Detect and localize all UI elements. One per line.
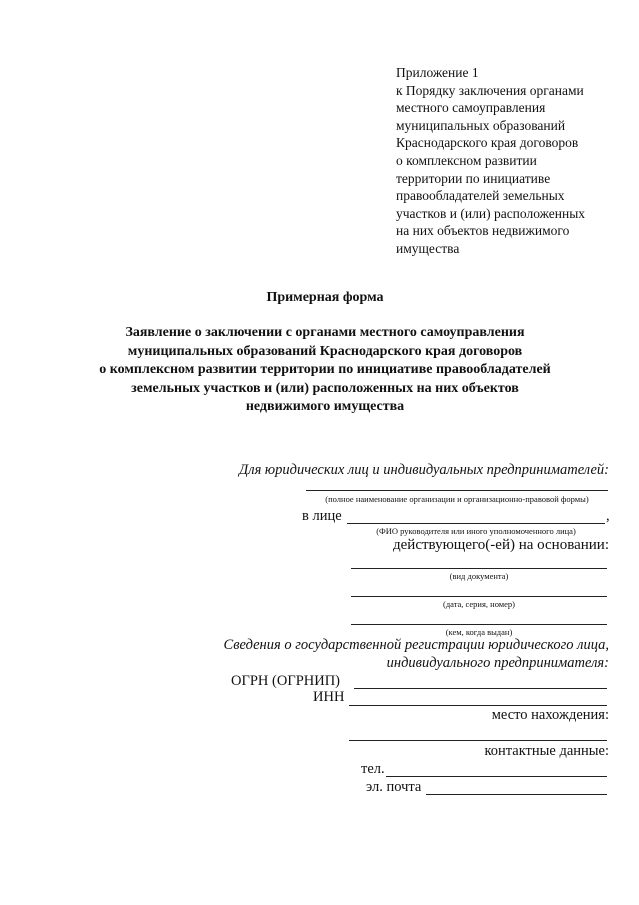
- appendix-header: [396, 64, 626, 258]
- location-label: место нахождения:: [491, 707, 609, 723]
- title-line: муниципальных образований Краснодарского края договоров: [127, 343, 523, 359]
- title-line: недвижимого имущества: [245, 399, 405, 415]
- representative-caption: (ФИО руководителя или иного уполномоченного лица): [376, 526, 576, 536]
- represented-by-label: в лице: [302, 508, 342, 524]
- phone-label: тел.: [361, 761, 385, 777]
- appendix-line: на них объектов недвижимого: [396, 223, 570, 239]
- issued-by-caption: (кем, когда выдан): [445, 627, 513, 637]
- document-title: [40, 324, 610, 417]
- appendix-line: правообладателей земельных: [396, 188, 565, 204]
- legal-entities-heading: Для юридических лиц и индивидуальных предпринимателей:: [239, 462, 609, 478]
- appendix-line: к Порядку заключения органами: [396, 82, 584, 98]
- doc-type-field[interactable]: [351, 568, 607, 569]
- doc-date-caption: (дата, серия, номер): [442, 599, 516, 609]
- email-field[interactable]: [426, 794, 607, 795]
- registration-heading-line1: Сведения о государственной регистрации юридического лица,: [223, 637, 609, 653]
- title-line: Заявление о заключении с органами местного самоуправления: [125, 325, 525, 340]
- registration-heading-line2: индивидуального предпринимателя:: [386, 655, 609, 671]
- contacts-label: контактные данные:: [484, 743, 609, 759]
- doc-type-caption: (вид документа): [449, 571, 509, 581]
- form-kind-heading: Примерная форма: [266, 290, 384, 305]
- appendix-line: Приложение 1: [396, 65, 479, 80]
- ogrn-label: ОГРН (ОГРНИП): [231, 673, 341, 689]
- email-label: эл. почта: [366, 779, 422, 795]
- org-name-field[interactable]: [306, 490, 608, 491]
- appendix-line: территории по инициативе: [396, 170, 551, 186]
- location-field[interactable]: [349, 740, 607, 741]
- appendix-line: муниципальных образований: [396, 117, 566, 133]
- title-line: земельных участков и (или) расположенных на них объектов: [131, 380, 519, 396]
- phone-field[interactable]: [386, 776, 607, 777]
- comma: ,: [606, 508, 610, 524]
- doc-date-field[interactable]: [351, 596, 607, 597]
- acting-basis-label: действующего(-ей) на основании:: [393, 537, 609, 553]
- inn-field[interactable]: [349, 705, 607, 706]
- title-line: о комплексном развитии территории по инициативе правообладателей: [99, 362, 551, 378]
- inn-label: ИНН: [313, 689, 345, 705]
- appendix-line: местного самоуправления: [396, 100, 546, 116]
- issued-by-field[interactable]: [351, 624, 607, 625]
- ogrn-field[interactable]: [354, 688, 607, 689]
- appendix-line: имущества: [396, 240, 460, 256]
- appendix-line: Краснодарского края договоров: [396, 135, 579, 151]
- org-name-caption: (полное наименование организации и организационно-правовой формы): [325, 494, 589, 504]
- appendix-line: участков и (или) расположенных: [396, 205, 586, 221]
- representative-field[interactable]: [347, 523, 605, 524]
- appendix-line: о комплексном развитии: [396, 152, 537, 168]
